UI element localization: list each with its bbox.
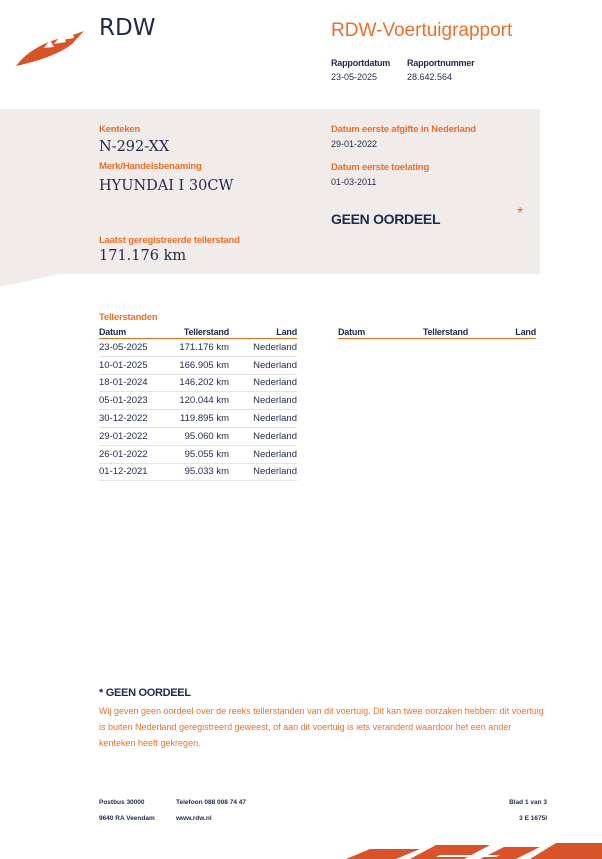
cell-country: Nederland (229, 463, 297, 481)
cell-odometer: 120.044 km (179, 392, 229, 410)
cell-date: 30-12-2022 (99, 410, 179, 428)
report-date: 23-05-2025 (331, 72, 378, 82)
verdict-asterisk: * (517, 205, 524, 222)
cell-odometer: 119.895 km (179, 410, 229, 428)
cell-country: Nederland (229, 339, 297, 357)
cell-country: Nederland (229, 374, 297, 392)
cell-date: 05-01-2023 (99, 392, 179, 410)
table-row (99, 410, 297, 428)
footer-city: 9640 RA Veendam (99, 815, 155, 822)
first-admission-value: 01-03-2011 (331, 177, 377, 187)
cell-odometer: 95.055 km (179, 445, 229, 463)
last-odo-label: Laatst geregistreerde tellerstand (99, 235, 240, 246)
plate-label: Kenteken (99, 124, 141, 135)
cell-date: 18-01-2024 (99, 374, 179, 392)
report-title: RDW-Voertuigrapport (331, 20, 513, 41)
cell-date: 26-01-2022 (99, 445, 179, 463)
first-admission-label: Datum eerste toelating (331, 162, 430, 173)
footer-page: Blad 1 van 3 (509, 799, 547, 806)
cell-date: 10-01-2025 (99, 356, 179, 374)
footer-code: 3 E 1675I (519, 815, 547, 822)
cell-country: Nederland (229, 356, 297, 374)
col-country: Land (468, 327, 536, 339)
footer-web[interactable]: www.rdw.nl (176, 815, 212, 822)
footer-phone: Telefoon 088 008 74 47 (176, 799, 246, 806)
report-number: 28.642.564 (407, 72, 453, 82)
table-row (99, 374, 297, 392)
table-row (99, 445, 297, 463)
table-row (99, 427, 297, 445)
table-row (99, 356, 297, 374)
footer-postbus: Postbus 30000 (99, 799, 145, 806)
cell-odometer: 95.060 km (179, 427, 229, 445)
cell-date: 23-05-2025 (99, 339, 179, 357)
col-date: Datum (99, 327, 179, 339)
cell-odometer: 95.033 km (179, 463, 229, 481)
table-row (99, 339, 297, 357)
cell-date: 01-12-2021 (99, 463, 179, 481)
cell-country: Nederland (229, 427, 297, 445)
verdict: GEEN OORDEEL (331, 211, 441, 227)
cell-country: Nederland (229, 410, 297, 428)
plate-value: N-292-XX (99, 139, 170, 155)
cell-odometer: 166.905 km (179, 356, 229, 374)
odometer-section-title: Tellerstanden (99, 312, 158, 323)
col-odometer: Tellerstand (179, 327, 229, 339)
decorative-stripes-icon (340, 843, 602, 859)
cell-date: 29-01-2022 (99, 427, 179, 445)
brand-name: RDW (99, 15, 156, 41)
first-nl-value: 29-01-2022 (331, 139, 378, 149)
cell-country: Nederland (229, 445, 297, 463)
band-tail (0, 274, 60, 287)
cell-country: Nederland (229, 392, 297, 410)
odometer-table-continued (338, 327, 536, 339)
odometer-table (99, 327, 297, 481)
col-date: Datum (338, 327, 418, 339)
table-row (99, 392, 297, 410)
col-odometer: Tellerstand (418, 327, 468, 339)
last-odo-value: 171.176 km (99, 248, 187, 264)
report-number-label: Rapportnummer (407, 58, 475, 68)
table-row (99, 463, 297, 481)
first-nl-label: Datum eerste afgifte in Nederland (331, 124, 476, 135)
note-title: * GEEN OORDEEL (99, 687, 191, 699)
report-date-label: Rapportdatum (331, 58, 391, 68)
make-value: HYUNDAI I 30CW (99, 178, 234, 194)
cell-odometer: 146.202 km (179, 374, 229, 392)
make-label: Merk/Handelsbenaming (99, 161, 202, 172)
cell-odometer: 171.176 km (179, 339, 229, 357)
col-country: Land (229, 327, 297, 339)
rdw-logo-icon (14, 28, 88, 70)
note-text: Wij geven geen oordeel over de reeks tellerstanden van dit voertuig. Dit kan twee oorzaken hebben: dit voertuig is buiten Nederland geregistreerd geweest, of aan dit voertuig is iets veranderd waardoor het een ander kenteken heeft gekregen. (99, 706, 544, 748)
